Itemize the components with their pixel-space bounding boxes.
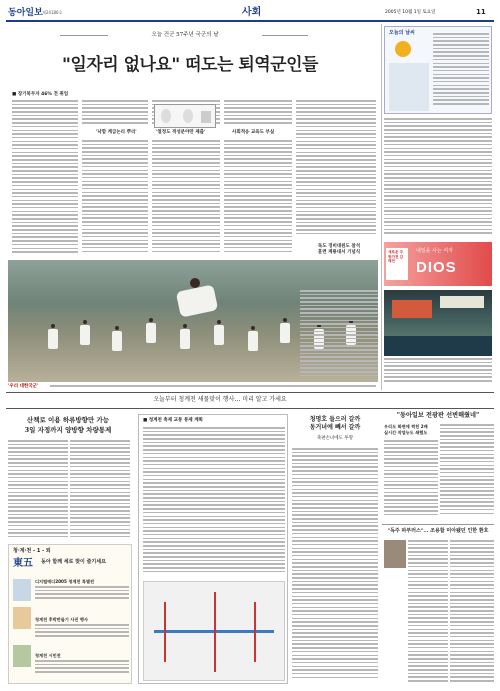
- lead-column-2b: [82, 140, 148, 258]
- story5-photo: [384, 540, 406, 568]
- story2-headline: 산책로 이용 하류방향만 가능: [26, 416, 110, 424]
- cheonggye-caption: [384, 358, 492, 386]
- lead-kicker: 오늘 건군 57주년 국군의 날: [151, 32, 219, 38]
- story3-headline: 청명호 들으러 갈까 동거녀에 빼서 갈까: [309, 416, 361, 432]
- lead-column-2: [82, 100, 148, 128]
- story3-text: [292, 448, 378, 684]
- section-title: 사회: [242, 7, 262, 18]
- schedule-map: [143, 581, 285, 681]
- dios-ad[interactable]: [384, 242, 492, 286]
- story3-byline: 축판손녀에도 투망: [316, 436, 354, 441]
- lead-headline: "일자리 없나요" 떠도는 퇴역군인들: [62, 55, 318, 75]
- cartoon-box: [154, 104, 216, 128]
- cheonggye-photo: [384, 290, 492, 356]
- ad-brand: DIOS: [416, 259, 457, 276]
- story2-text-col2: [70, 440, 130, 540]
- sun-icon: [395, 41, 411, 57]
- lead-column-1: [12, 100, 78, 258]
- lead-column-4b: [224, 140, 292, 258]
- story4-text-col1: [384, 440, 438, 520]
- weather-box: [384, 26, 492, 114]
- story2-text-col1: [8, 440, 68, 540]
- ad-panel-brand: 東五: [13, 558, 33, 569]
- issue-date: 2005년 10월 1일 토요일: [385, 10, 436, 15]
- ad-badge: 새로운 주방가전 감레전: [386, 248, 408, 280]
- subhead-1: '낙함 계급논리 뿌리': [96, 130, 137, 135]
- right-rail-text-2: [300, 290, 378, 384]
- right-rail-text: [384, 118, 492, 238]
- masthead-logo: 동아일보: [8, 8, 43, 18]
- story4-headline: "동아일보 전광판 선변해줬네": [396, 412, 480, 419]
- story5-text-col1: [408, 540, 448, 684]
- lead-column-4: [224, 100, 292, 128]
- ad-panel-slogan: 동아 함께 세로 맞이 즐기세요: [41, 559, 106, 565]
- ad-tagline: 내일을 사는 여자: [416, 248, 453, 254]
- header-rule: [6, 20, 494, 22]
- story5-text-col2: [450, 540, 494, 684]
- ad-panel-item-3: 청계천 시민전: [35, 653, 61, 658]
- weather-title: 오늘의 날씨: [389, 30, 415, 36]
- story5-headline: "독주 파부러스"… 조용할 미아됐던 인한 환호: [387, 528, 489, 534]
- lead-column-3b: [152, 140, 220, 258]
- story2-subhead: 3일 자정까지 양방향 차량통제: [24, 426, 112, 434]
- page-number: 11: [476, 8, 486, 16]
- story4-subhead: 우리도 화면에 찍힌 2배 실시간 작업능도 쇄했도: [384, 424, 428, 435]
- ad-panel-item-1: 디지털에디2005 청계천 특별전: [35, 579, 95, 584]
- issue-number: 제24186호: [42, 10, 63, 15]
- ad-panel[interactable]: [8, 544, 132, 684]
- photo-caption: '우리 대한국군': [8, 384, 39, 389]
- side-box-title: 독도 경비대원도 참석 훈련 계룡대서 기념식: [317, 244, 361, 256]
- schedule-box: [138, 414, 288, 684]
- lead-byline-tag: ■ 장기복무자 46% 전 취업: [12, 92, 69, 97]
- section-banner: 오늘부터 청계천 새물맞이 행사… 미리 알고 가세요: [153, 396, 287, 403]
- lead-column-5: [296, 100, 376, 240]
- subhead-3: 사회적응 교육도 부실: [232, 130, 275, 135]
- subhead-2: '열정도 적성분야만 제출': [156, 130, 206, 135]
- ad-panel-title: 청·계·천 - 1 - 퇴: [13, 548, 51, 554]
- ad-panel-item-2: 청계천 후박반들기 사진 행사: [35, 617, 88, 622]
- photo-caption-text: [50, 385, 376, 389]
- schedule-title: ■ 청계천 축제 교통 통제 계획: [143, 418, 203, 423]
- story4-text-col2: [440, 424, 494, 520]
